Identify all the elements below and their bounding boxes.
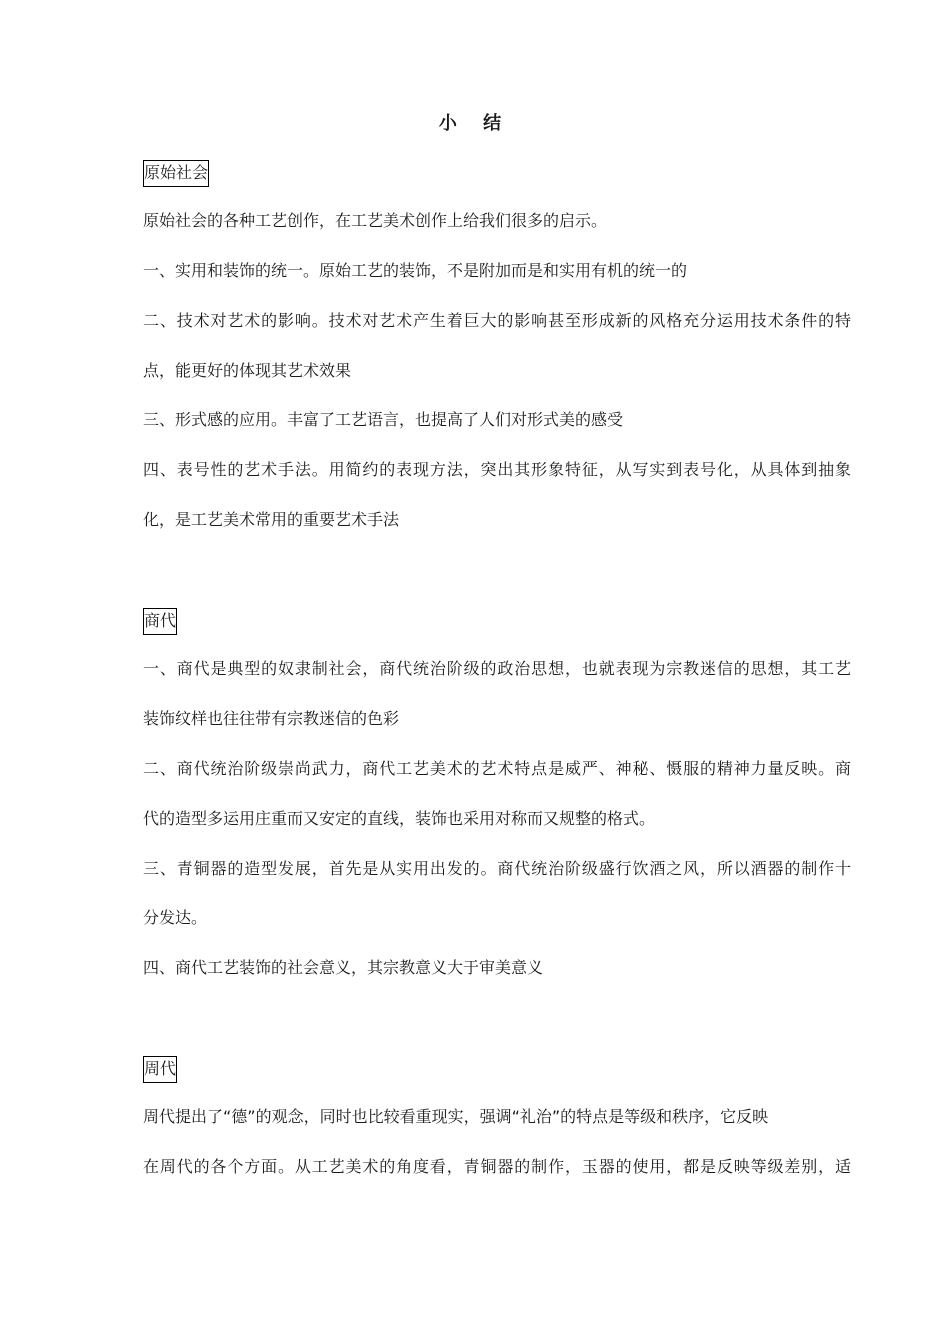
section-heading-zhou-dynasty: 周代: [143, 1056, 177, 1083]
section-heading-primitive-society: 原始社会: [143, 160, 209, 187]
paragraph-line: 一、实用和装饰的统一。原始工艺的装饰，不是附加而是和实用有机的统一的: [143, 261, 688, 280]
paragraph-line: 点，能更好的体现其艺术效果: [143, 361, 352, 380]
paragraph-line: 周代提出了“德”的观念，同时也比较看重现实，强调“礼治”的特点是等级和秩序，它反映: [143, 1107, 769, 1126]
paragraph-line: 一、商代是典型的奴隶制社会，商代统治阶级的政治思想，也就表现为宗教迷信的思想，其工艺: [143, 659, 851, 678]
paragraph-line: 化，是工艺美术常用的重要艺术手法: [143, 510, 400, 529]
paragraph-line: 在周代的各个方面。从工艺美术的角度看，青铜器的制作，玉器的使用，都是反映等级差别，适: [143, 1157, 851, 1176]
paragraph-line: 二、技术对艺术的影响。技术对艺术产生着巨大的影响甚至形成新的风格充分运用技术条件的特: [143, 311, 851, 330]
paragraph-line: 四、商代工艺装饰的社会意义，其宗教意义大于审美意义: [143, 958, 544, 977]
paragraph-line: 三、青铜器的造型发展，首先是从实用出发的。商代统治阶级盛行饮酒之风，所以酒器的制作十: [143, 859, 851, 878]
paragraph-line: 分发达。: [143, 908, 208, 927]
paragraph-line: 代的造型多运用庄重而又安定的直线，装饰也采用对称而又规整的格式。: [143, 809, 656, 828]
paragraph-line: 四、表号性的艺术手法。用简约的表现方法，突出其形象特征，从写实到表号化，从具体到抽象: [143, 460, 851, 479]
page-title: 小 结: [438, 113, 512, 134]
paragraph-line: 二、商代统治阶级崇尚武力，商代工艺美术的艺术特点是威严、神秘、慑服的精神力量反映。商: [143, 759, 851, 778]
paragraph-line: 三、形式感的应用。丰富了工艺语言，也提高了人们对形式美的感受: [143, 410, 624, 429]
section-heading-shang-dynasty: 商代: [143, 608, 177, 635]
paragraph-line: 装饰纹样也往往带有宗教迷信的色彩: [143, 709, 400, 728]
paragraph-line: 原始社会的各种工艺创作，在工艺美术创作上给我们很多的启示。: [143, 211, 608, 230]
